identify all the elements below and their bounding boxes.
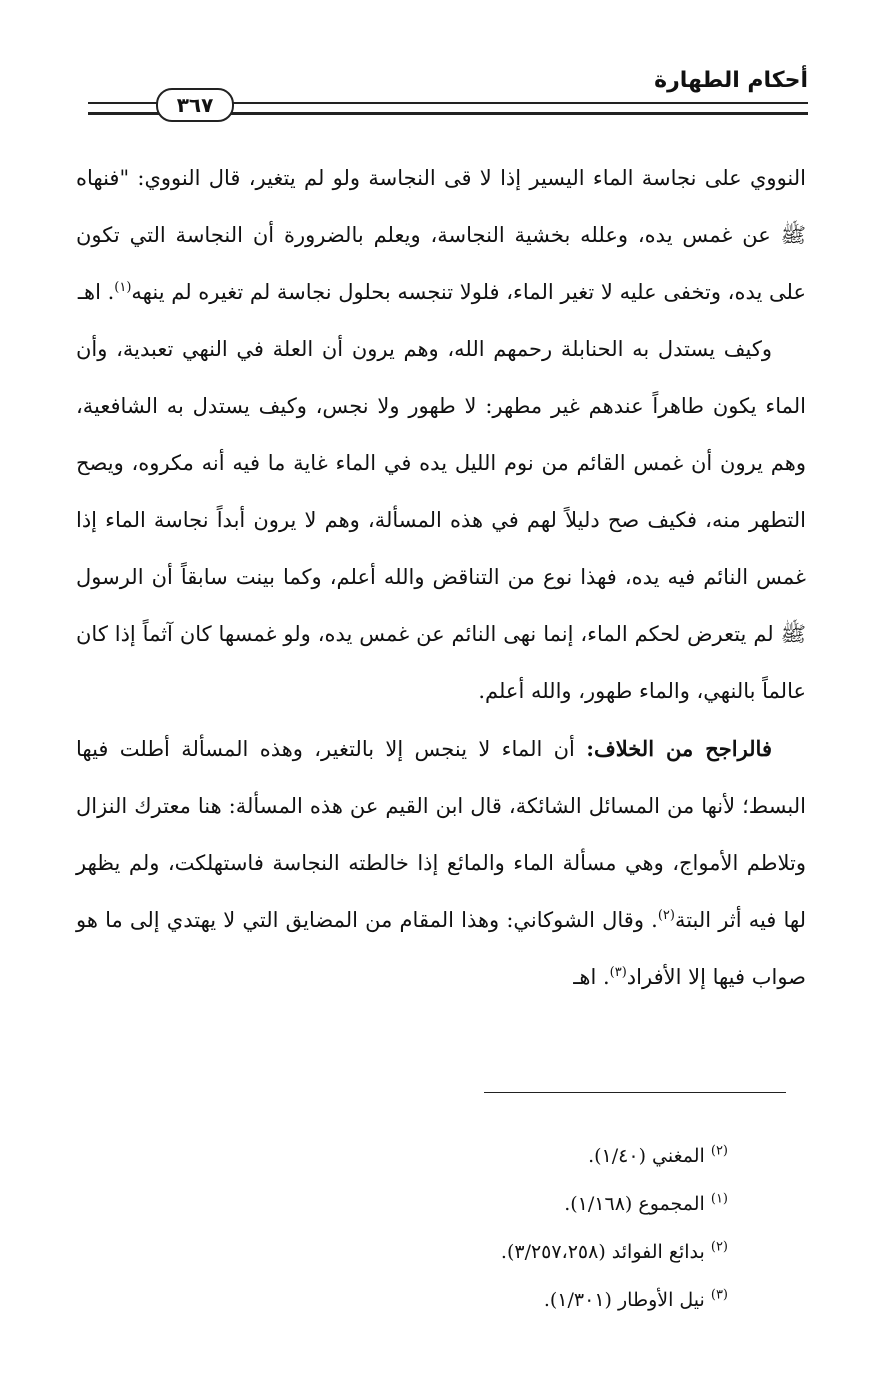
paragraph-2: وكيف يستدل به الحنابلة رحمهم الله، وهم يرون أن العلة في النهي تعبدية، وأن الماء يكون طاهراً عندهم غير مطهر: لا طهور ولا نجس، وكيف يستدل به الشافعية، وهم يرون أن غمس القائم من نوم الليل يده في الماء غاية ما فيه أنه مكروه، ويصح التطهر منه، فكيف صح دليلاً لهم في هذه المسألة، وهم لا يرون أبداً نجاسة الماء إذا غمس النائم فيه يده، فهذا نوع من التناقض والله أعلم، وكما بينت سابقاً أن الرسول ﷺ لم يتعرض لحكم الماء، إنما نهى النائم عن غمس يده، ولو غمسها كان آثماً إذا كان عالماً بالنهي، والماء طهور، والله أعلم. — [76, 337, 806, 703]
paragraph-3 — [76, 720, 806, 1006]
footnote-3 — [501, 1228, 728, 1276]
page-number: ٣٦٧ — [156, 88, 234, 122]
footnote-4 — [501, 1276, 728, 1324]
paragraph-3-mid: . وقال الشوكاني: وهذا المقام من المضايق التي لا يهتدي إلى ما هو صواب فيها إلا الأفراد — [76, 908, 806, 989]
footnote-separator — [484, 1092, 786, 1093]
footnote-number: (١) — [710, 1191, 728, 1207]
footnote-number: (٣) — [710, 1287, 728, 1303]
footnote-number: (٢) — [710, 1143, 728, 1159]
footnotes — [501, 1132, 728, 1324]
page-header — [88, 60, 808, 124]
footnote-ref: (٣) — [609, 965, 627, 980]
body-text — [76, 150, 806, 1006]
footnote-1 — [501, 1132, 728, 1180]
paragraph-3-text: أن الماء لا ينجس إلا بالتغير، وهذه المسألة أطلت فيها البسط؛ لأنها من المسائل الشائكة، قال ابن القيم عن هذه المسألة: هنا معترك النزال وتلاطم الأمواج، وهي مسألة الماء والمائع إذا خالطته النجاسة فاستهلكت، ولم يظهر لها فيه أثر البتة — [76, 737, 806, 932]
footnote-text: بدائع الفوائد (٣/٢٥٧،٢٥٨). — [500, 1241, 705, 1263]
footnote-text: المجموع (١/١٦٨). — [564, 1193, 705, 1215]
paragraph-3-tail: . اهـ — [573, 965, 610, 989]
book-title: أحكام الطهارة — [654, 68, 808, 93]
paragraph-1 — [76, 150, 806, 321]
footnote-text: المغني (١/٤٠). — [588, 1145, 705, 1167]
footnote-ref: (٢) — [657, 908, 675, 923]
footnote-number: (٢) — [710, 1239, 728, 1255]
footnote-text: نيل الأوطار (١/٣٠١). — [543, 1289, 705, 1311]
paragraph-1-tail: . اهـ — [77, 280, 115, 304]
footnote-ref: (١) — [114, 280, 132, 295]
footnote-2 — [501, 1180, 728, 1228]
paragraph-3-lead: فالراجح من الخلاف: — [586, 736, 772, 761]
paragraph-1-text: النووي على نجاسة الماء اليسير إذا لا قى النجاسة ولو لم يتغير، قال النووي: "فنهاه ﷺ عن غمس يده، وعلله بخشية النجاسة، ويعلم بالضرورة أن النجاسة التي تكون على يده، وتخفى عليه لا تغير الماء، فلولا تنجسه بحلول نجاسة لم تغيره لم ينهه — [76, 166, 806, 304]
